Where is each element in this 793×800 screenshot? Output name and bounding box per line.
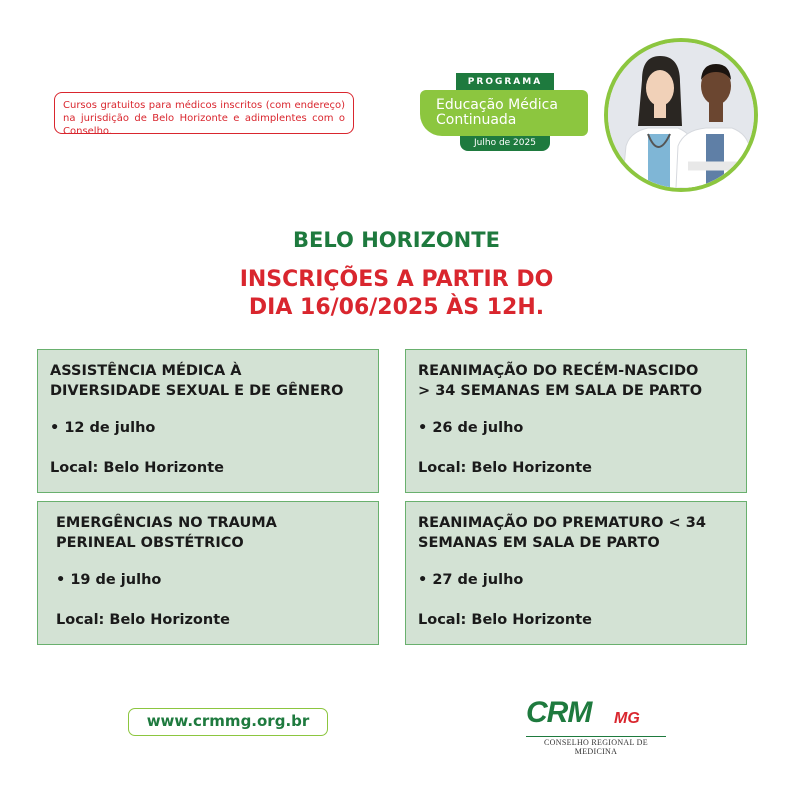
course-title: EMERGÊNCIAS NO TRAUMA PERINEAL OBSTÉTRICO: [56, 515, 277, 551]
crm-logo-subtitle: CONSELHO REGIONAL DE MEDICINA: [526, 736, 666, 756]
crm-logo: [526, 696, 666, 756]
course-location: Local: Belo Horizonte: [418, 612, 592, 628]
crm-logo-text: CRM: [526, 696, 592, 729]
course-location: Local: Belo Horizonte: [50, 460, 224, 476]
course-title: ASSISTÊNCIA MÉDICA À DIVERSIDADE SEXUAL E DE GÊNERO: [50, 363, 344, 399]
city-title: BELO HORIZONTE: [293, 228, 500, 252]
course-location: Local: Belo Horizonte: [56, 612, 230, 628]
course-title: REANIMAÇÃO DO PREMATURO < 34 SEMANAS EM SALA DE PARTO: [418, 515, 706, 551]
program-label: PROGRAMA: [456, 73, 554, 91]
course-card-1: [37, 349, 379, 493]
doctors-illustration: [608, 42, 754, 188]
course-date: • 12 de julho: [50, 420, 156, 436]
course-date: • 19 de julho: [56, 572, 162, 588]
course-title: REANIMAÇÃO DO RECÉM-NASCIDO > 34 SEMANAS EM SALA DE PARTO: [418, 363, 703, 399]
course-card-3: [37, 501, 379, 645]
eligibility-notice: Cursos gratuitos para médicos inscritos (com endereço) na jurisdição de Belo Horizonte e adimplentes com o Conselho.: [54, 92, 354, 134]
course-location: Local: Belo Horizonte: [418, 460, 592, 476]
registration-line-2: DIA 16/06/2025 ÀS 12H.: [248, 295, 545, 320]
course-date: • 27 de julho: [418, 572, 524, 588]
doctors-photo: [604, 38, 758, 192]
course-card-4: [405, 501, 747, 645]
program-badge: [420, 70, 588, 154]
course-date: • 26 de julho: [418, 420, 524, 436]
course-card-2: [405, 349, 747, 493]
program-date: Julho de 2025: [460, 136, 550, 151]
website-link[interactable]: www.crmmg.org.br: [128, 708, 328, 736]
crm-logo-suffix: MG: [614, 710, 640, 727]
registration-line-1: INSCRIÇÕES A PARTIR DO: [239, 267, 554, 292]
registration-notice: [0, 266, 793, 322]
program-title: Educação Médica Continuada: [420, 90, 588, 136]
